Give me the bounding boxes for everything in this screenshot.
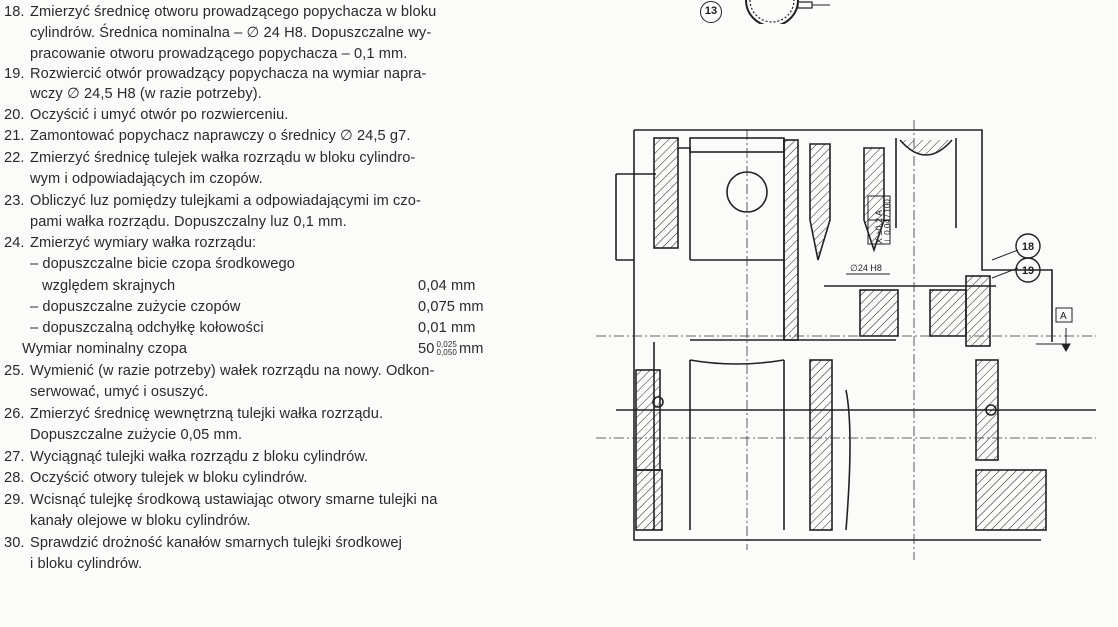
step-text: wym i odpowiadających im czopów. [30, 171, 263, 187]
step-number: 23. [4, 193, 25, 209]
step-text: pracowanie otworu prowadzącego popychacza – 0,1 mm. [30, 46, 408, 62]
step-text: pami wałka rozrządu. Dopuszczalny luz 0,1 mm. [30, 214, 347, 230]
step-text: Wcisnąć tulejkę środkową ustawiając otwory smarne tulejki na [30, 492, 438, 508]
step-number: 29. [4, 492, 25, 508]
measurement-label: – dopuszczalne bicie czopa środkowego [30, 256, 295, 272]
tolerance-fraction [436, 341, 457, 357]
step-text: Zmierzyć średnicę wewnętrzną tulejki wałka rozrządu. [30, 406, 384, 422]
step-number: 18. [4, 4, 25, 20]
step-text: wczy ∅ 24,5 H8 (w razie potrzeby). [30, 86, 262, 102]
step-number: 25. [4, 363, 25, 379]
step-text: kanały olejowe w bloku cylindrów. [30, 513, 251, 529]
step-text: Wymienić (w razie potrzeby) wałek rozrządu na nowy. Odkon- [30, 363, 435, 379]
nominal-value [418, 339, 483, 359]
tolerance-upper: 0,025 [436, 340, 457, 350]
step-text: serwować, umyć i osuszyć. [30, 384, 209, 400]
nominal-label: Wymiar nominalny czopa [22, 341, 188, 357]
step-text: Oczyścić otwory tulejek w bloku cylindrów. [30, 470, 308, 486]
step-text: Zmierzyć wymiary wałka rozrządu: [30, 235, 257, 251]
step-number: 30. [4, 535, 25, 551]
measurement-label: – dopuszczalną odchyłkę kołowości [30, 320, 264, 336]
step-text: Sprawdzić drożność kanałów smarnych tulejki środkowej [30, 535, 402, 551]
callout-13: 13 [700, 1, 722, 23]
step-number: 21. [4, 128, 25, 144]
step-number: 28. [4, 470, 25, 486]
step-text: Zmierzyć średnicę tulejek wałka rozrządu w bloku cylindro- [30, 150, 416, 166]
step-text: Wyciągnąć tulejki wałka rozrządu z bloku cylindrów. [30, 449, 369, 465]
step-text: i bloku cylindrów. [30, 556, 143, 572]
gear-fragment-figure [680, 0, 830, 24]
step-number: 19. [4, 66, 25, 82]
nominal-number: 50 [418, 341, 435, 357]
step-text: Zmierzyć średnicę otworu prowadzącego popychacza w bloku [30, 4, 437, 20]
callout-19-label: 19 [1021, 265, 1035, 277]
step-text: Dopuszczalne zużycie 0,05 mm. [30, 427, 243, 443]
callout-18-label: 18 [1021, 241, 1035, 253]
bore-dimension-label: ∅24 H8 [850, 263, 882, 273]
measurement-label: – dopuszczalne zużycie czopów [30, 299, 241, 315]
step-number: 24. [4, 235, 25, 251]
step-text: Obliczyć luz pomiędzy tulejkami a odpowiadającymi im czo- [30, 193, 421, 209]
tolerance-label-2: ⊥ 0,04 / 100 [883, 199, 892, 244]
step-text: Zamontować popychacz naprawczy o średnicy ∅ 24,5 g7. [30, 128, 411, 144]
tolerance-label-1: X ±0,2 A [874, 210, 884, 244]
step-text: Rozwiercić otwór prowadzący popychacza na wymiar napra- [30, 66, 427, 82]
step-number: 27. [4, 449, 25, 465]
measurement-label: względem skrajnych [42, 278, 176, 294]
callout-18 [1016, 234, 1040, 258]
step-number: 22. [4, 150, 25, 166]
tolerance-lower: 0,050 [436, 348, 457, 358]
cylinder-block-section-drawing [596, 110, 1096, 580]
measurement-value: 0,04 mm [418, 278, 476, 294]
step-number: 26. [4, 406, 25, 422]
step-text: cylindrów. Średnica nominalna – ∅ 24 H8. Dopuszczalne wy- [30, 25, 432, 41]
step-text: Oczyścić i umyć otwór po rozwierceniu. [30, 107, 289, 123]
nominal-unit: mm [458, 341, 484, 357]
measurement-value: 0,01 mm [418, 320, 476, 336]
datum-label: A [1060, 311, 1067, 322]
step-number: 20. [4, 107, 25, 123]
measurement-value: 0,075 mm [418, 299, 484, 315]
